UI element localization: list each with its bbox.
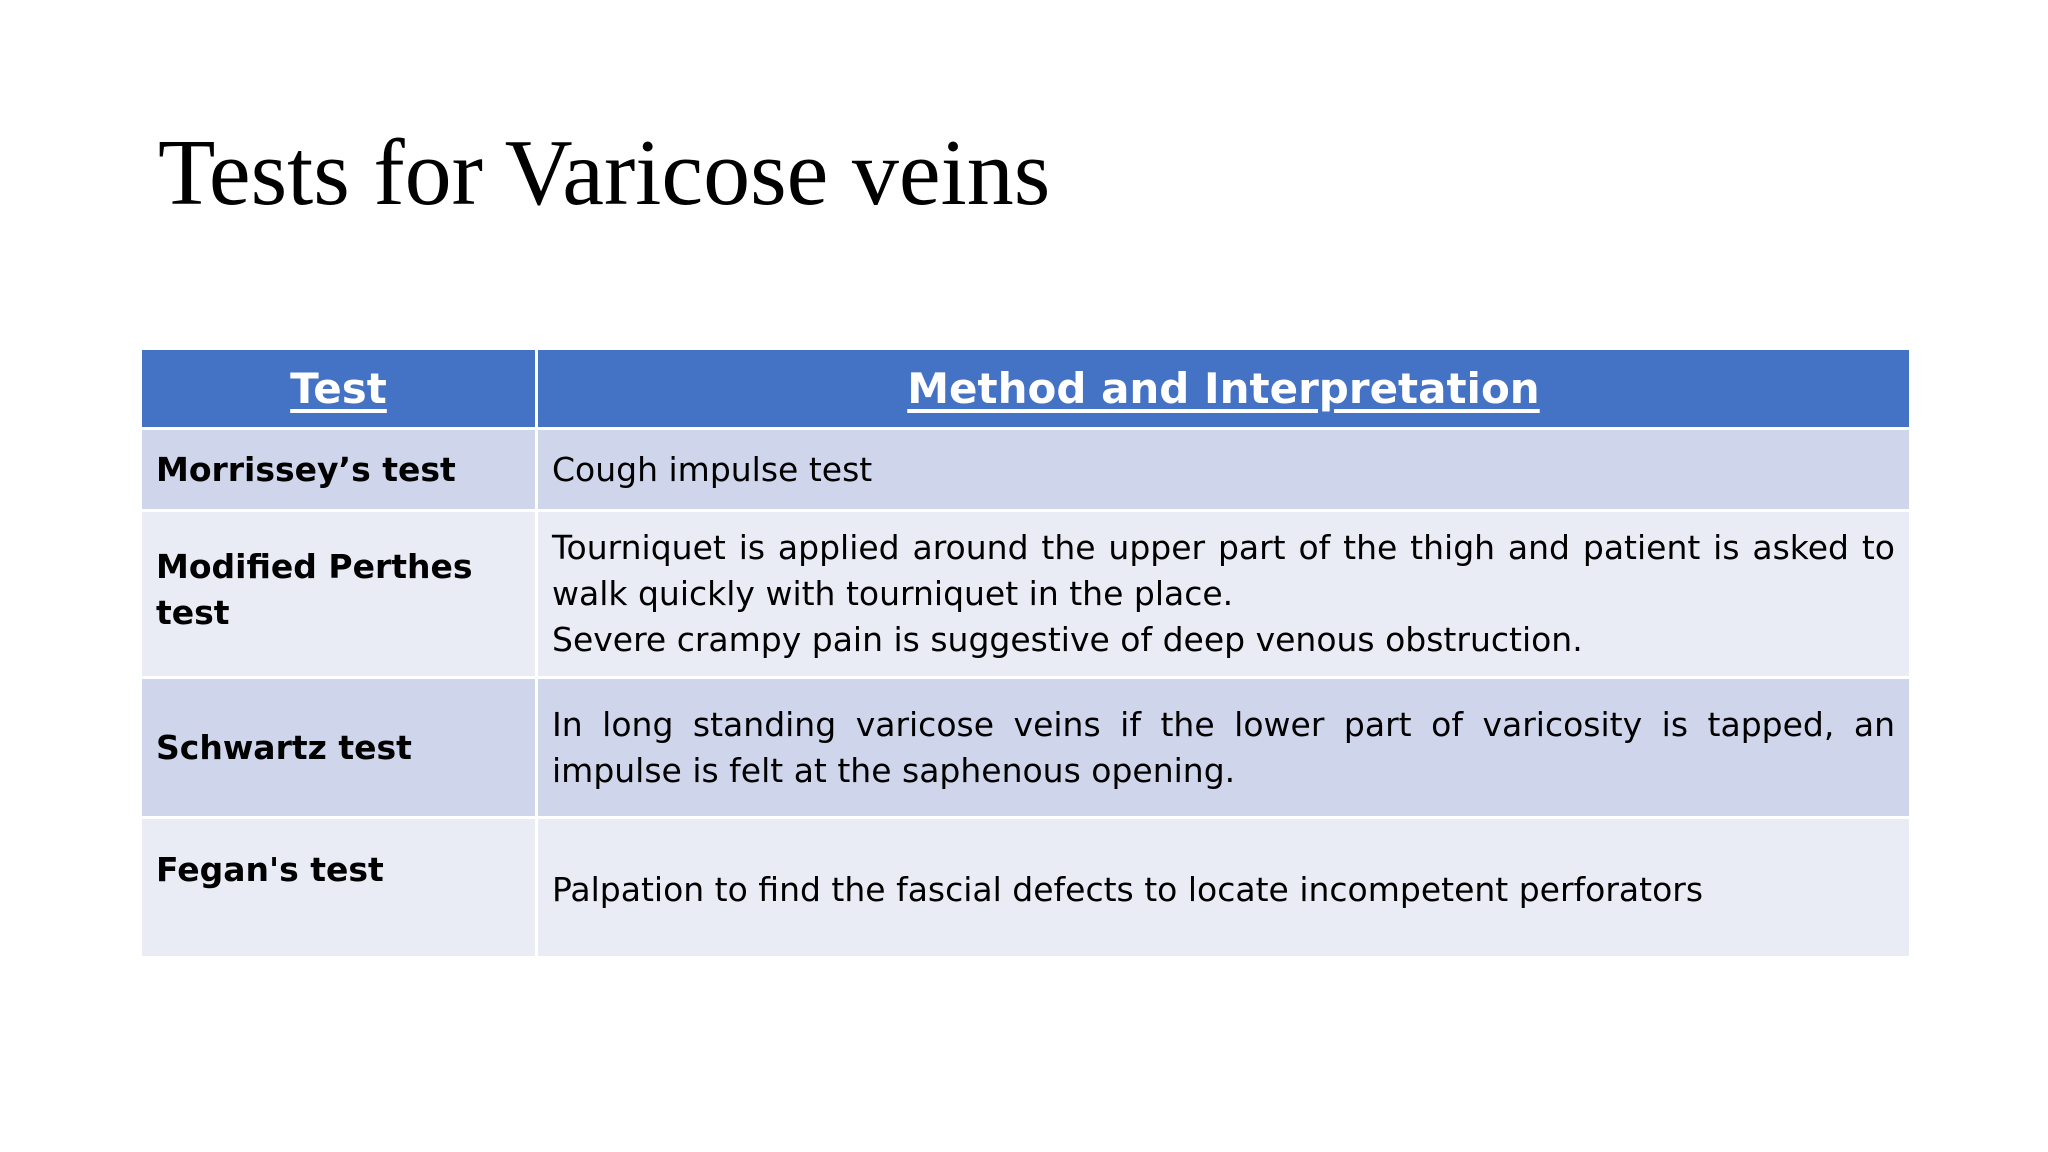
method-text: In long standing varicose veins if the lower part of varicosity is tapped, an impulse is felt at the saphenous opening. (552, 704, 1895, 790)
method-text: Cough impulse test (552, 449, 873, 489)
table-row (142, 512, 1909, 676)
table-row (142, 819, 1909, 956)
table-row (142, 679, 1909, 816)
method-cell (538, 512, 1909, 676)
test-name-cell: Morrissey’s test (142, 430, 535, 509)
method-text: Severe crampy pain is suggestive of deep venous obstruction. (552, 620, 1583, 659)
slide-title: Tests for Varicose veins (158, 121, 1051, 225)
method-cell (538, 819, 1909, 956)
test-name-cell: Schwartz test (142, 679, 535, 816)
test-name-cell: Modified Perthes test (142, 512, 535, 676)
column-header-test: Test (142, 350, 535, 427)
tests-table-container (142, 350, 1915, 956)
method-text: Tourniquet is applied around the upper part of the thigh and patient is asked to walk quickly with tourniquet in the place. (552, 528, 1895, 613)
test-name-cell: Fegan's test (142, 819, 535, 956)
method-text: Palpation to find the fascial defects to locate incompetent perforators (552, 870, 1704, 909)
column-header-method: Method and Interpretation (538, 350, 1909, 427)
table-row (142, 430, 1909, 509)
tests-table (139, 347, 1912, 959)
table-header-row (142, 350, 1909, 427)
method-cell (538, 430, 1909, 509)
method-cell (538, 679, 1909, 816)
